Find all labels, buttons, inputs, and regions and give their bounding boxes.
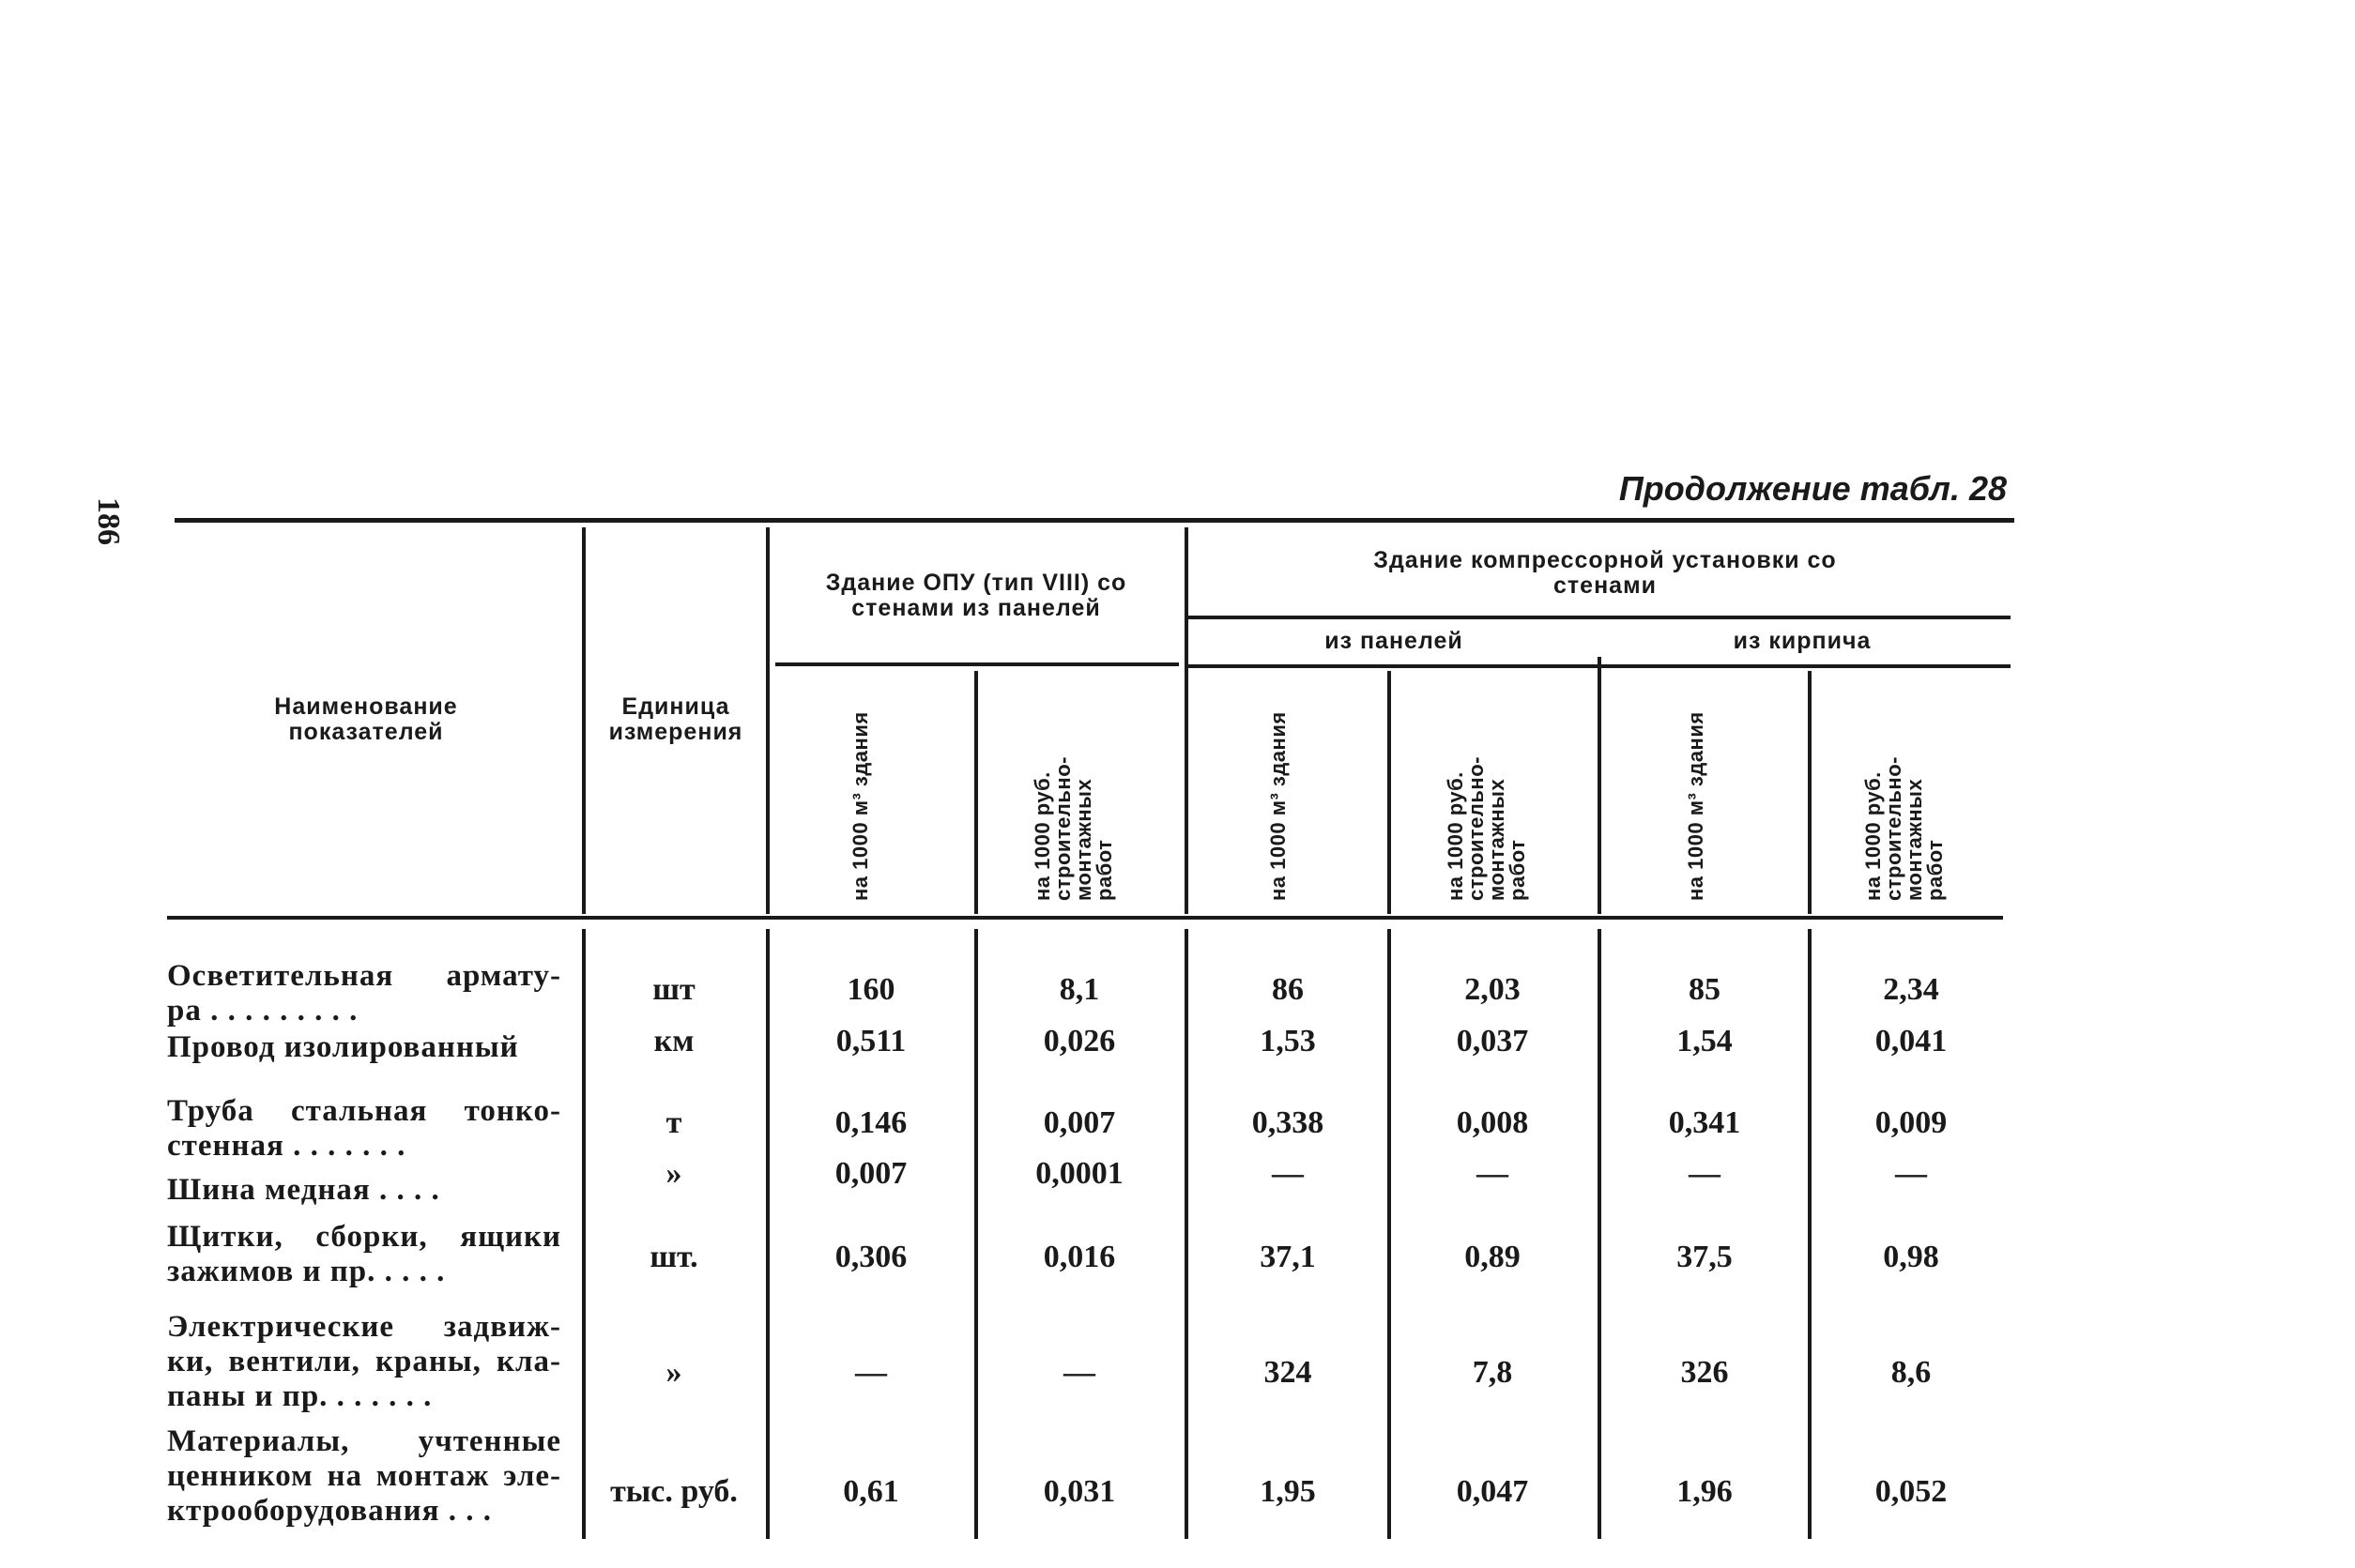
table-caption: Продолжение табл. 28: [1618, 469, 2007, 508]
unit-cell: км: [653, 1024, 695, 1058]
value-cell: 0,0001: [1035, 1156, 1124, 1191]
unit-cell: т: [665, 1105, 682, 1140]
value-cell: 2,34: [1883, 972, 1939, 1007]
divider: [1808, 929, 1812, 1539]
value-cell: 2,03: [1464, 972, 1521, 1007]
value-cell: 0,146: [834, 1105, 908, 1140]
col-header-per-cost: на 1000 руб. строительно-монтажных работ: [1031, 756, 1116, 901]
value-cell: 0,007: [1043, 1105, 1116, 1140]
divider: [974, 671, 978, 914]
header-bottom-rule: [167, 916, 2003, 920]
row-name-line: Электрические задвиж-: [167, 1310, 561, 1344]
value-cell: —: [1689, 1156, 1720, 1191]
row-name-line: ра . . . . . . . . .: [167, 994, 359, 1028]
divider: [766, 929, 770, 1539]
value-cell: 0,041: [1874, 1024, 1948, 1058]
divider: [1808, 671, 1812, 914]
col-header-per-cost: на 1000 руб. строительно-монтажных работ: [1861, 756, 1947, 901]
value-cell: 0,511: [835, 1024, 907, 1058]
value-cell: 8,1: [1059, 972, 1100, 1007]
col-header-per-volume: на 1000 м³ здания: [849, 711, 872, 901]
divider: [1188, 664, 1598, 668]
divider: [974, 929, 978, 1539]
value-cell: 85: [1689, 972, 1720, 1007]
row-name: [167, 1424, 561, 1529]
value-cell: 0,341: [1668, 1105, 1741, 1140]
subheader-brick: из кирпича: [1733, 628, 1872, 654]
row-name-line: Материалы, учтенные: [167, 1424, 561, 1458]
row-name: [167, 1094, 561, 1164]
unit-cell: »: [665, 1156, 682, 1191]
value-cell: 0,016: [1043, 1240, 1116, 1274]
divider: [775, 662, 1179, 666]
value-cell: 37,5: [1676, 1240, 1733, 1274]
value-cell: 0,031: [1043, 1474, 1116, 1509]
header-compressor-building: Здание компрессорной установки со стенами: [1373, 547, 1837, 599]
value-cell: 326: [1680, 1355, 1729, 1390]
value-cell: 160: [847, 972, 895, 1007]
value-cell: 0,89: [1464, 1240, 1521, 1274]
row-name-line: Щитки, сборки, ящики: [167, 1220, 561, 1254]
row-name: [167, 959, 561, 1028]
value-cell: —: [1895, 1156, 1927, 1191]
value-cell: 1,96: [1676, 1474, 1733, 1509]
divider: [1601, 664, 2011, 668]
value-cell: 0,009: [1874, 1105, 1948, 1140]
col-header-per-cost: на 1000 руб. строительно-монтажных работ: [1444, 756, 1529, 901]
value-cell: 0,037: [1456, 1024, 1529, 1058]
row-name-line: паны и пр. . . . . . .: [167, 1379, 433, 1413]
header-name: Наименование показателей: [274, 693, 458, 745]
value-cell: 7,8: [1472, 1355, 1513, 1390]
unit-cell: »: [665, 1355, 682, 1390]
row-name-line: Труба стальная тонко-: [167, 1094, 561, 1128]
value-cell: 37,1: [1260, 1240, 1316, 1274]
col-header-per-volume: на 1000 м³ здания: [1266, 711, 1290, 901]
value-cell: —: [1272, 1156, 1304, 1191]
value-cell: 0,61: [843, 1474, 899, 1509]
value-cell: —: [1476, 1156, 1508, 1191]
divider: [1387, 929, 1391, 1539]
value-cell: —: [855, 1355, 887, 1390]
row-name: [167, 1220, 561, 1289]
value-cell: 0,047: [1456, 1474, 1529, 1509]
divider: [1185, 929, 1188, 1539]
value-cell: 0,026: [1043, 1024, 1116, 1058]
row-name-line: Осветительная армату-: [167, 959, 561, 993]
header-unit: Единица измерения: [608, 693, 743, 745]
row-name-line: Шина медная . . . .: [167, 1173, 440, 1207]
top-rule: [175, 518, 2014, 523]
value-cell: 0,306: [834, 1240, 908, 1274]
row-name-line: ценником на монтаж эле-: [167, 1459, 561, 1493]
row-name-line: ктрооборудования . . .: [167, 1494, 492, 1528]
divider: [582, 527, 586, 914]
divider: [1387, 671, 1391, 914]
row-name-line: Провод изолированный: [167, 1030, 519, 1064]
unit-cell: шт.: [650, 1240, 698, 1274]
row-name-line: стенная . . . . . . .: [167, 1129, 406, 1163]
value-cell: 1,53: [1260, 1024, 1316, 1058]
unit-cell: шт: [652, 972, 696, 1007]
value-cell: 0,338: [1251, 1105, 1324, 1140]
divider: [1185, 527, 1188, 914]
row-name: [167, 1310, 561, 1414]
col-header-per-volume: на 1000 м³ здания: [1684, 711, 1707, 901]
value-cell: 0,98: [1883, 1240, 1939, 1274]
value-cell: 0,007: [834, 1156, 908, 1191]
header-opu-building: Здание ОПУ (тип VIII) со стенами из панелей: [825, 570, 1127, 621]
divider: [1185, 616, 2011, 619]
value-cell: 0,052: [1874, 1474, 1948, 1509]
page-number: 186: [91, 497, 126, 545]
value-cell: 0,008: [1456, 1105, 1529, 1140]
value-cell: 86: [1272, 972, 1304, 1007]
value-cell: 8,6: [1890, 1355, 1932, 1390]
value-cell: 1,54: [1676, 1024, 1733, 1058]
row-name-line: зажимов и пр. . . . .: [167, 1255, 446, 1288]
divider: [582, 929, 586, 1539]
row-name-line: ки, вентили, краны, кла-: [167, 1345, 561, 1378]
value-cell: —: [1063, 1355, 1095, 1390]
divider: [1598, 929, 1601, 1539]
divider: [1598, 657, 1601, 914]
divider: [766, 527, 770, 914]
value-cell: 324: [1263, 1355, 1312, 1390]
row-name: [167, 1173, 561, 1208]
row-name: [167, 1030, 561, 1065]
subheader-panels: из панелей: [1324, 628, 1463, 654]
unit-cell: тыс. руб.: [610, 1474, 738, 1509]
value-cell: 1,95: [1260, 1474, 1316, 1509]
